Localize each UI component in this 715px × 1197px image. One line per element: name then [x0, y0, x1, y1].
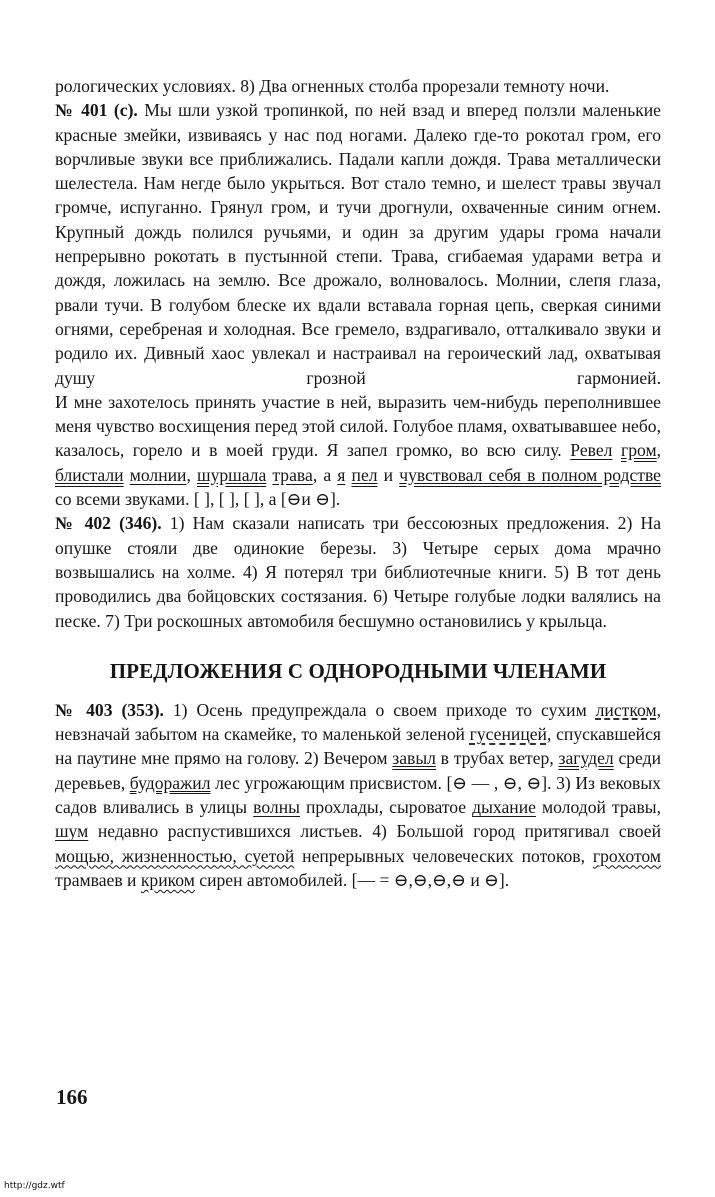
homogeneous-member: грохотом: [592, 845, 661, 866]
text-run: , спускавшейся на паутине мне прямо на голову. 2) Вечером: [55, 724, 661, 769]
scheme-text: со всеми звуками. [ ], [ ], [ ], а [⊖и ⊖].: [55, 489, 341, 510]
text-run: молодой травы,: [535, 797, 661, 818]
predicate-word: загудел: [558, 748, 614, 769]
exercise-text: Мы шли узкой тропинкой, по ней взад и вперед ползли маленькие красные змейки, извиваясь у нас под ногами. Далеко где-то рокотал гром, его ворчливые звуки все приближались. Падали капли дождя. Трава металлически шелестела. Нам негде было укрыться. Вот стало темно, и шелест травы звучал громче, испуганно. Грянул гром, и тучи дрогнули, охваченные синим огнем. Крупный дождь полился ручьями, и один за другим удары грома начали непрерывно рокотать в пустынной степи. Трава, сгибаемая ударами ветра и дождя, ложилась на землю. Все дрожало, волновалось. Молнии, слепя глаза, рвали тучи. В голубом блеске их вдали вставала горная цепь, сверкая синими огнями, серебреная и холодная. Все гремело, вздрагивало, отталкивало звуки и родило их. Дивный хаос увлекал и настраивал на героический лад, охватывая душу грозной гармонией.: [55, 100, 661, 388]
subject-word: трава: [272, 464, 313, 485]
text-run: 1) Осень предупреждала о своем приходе то сухим: [163, 699, 596, 720]
watermark-link[interactable]: http://gdz.wtf: [4, 1181, 65, 1191]
paragraph-continuation: рологических условиях. 8) Два огненных столба прорезали темноту ночи.: [55, 76, 610, 96]
homogeneous-member: гусеницей: [469, 724, 547, 745]
text-run: , невзначай забытом на скамейке, то маленькой зеленой: [55, 699, 661, 745]
section-heading: ПРЕДЛОЖЕНИЯ С ОДНОРОДНЫМИ ЧЛЕНАМИ: [109, 658, 607, 683]
homogeneous-member: листком: [595, 699, 657, 720]
homogeneous-member: мощью, жизненностью, суетой: [55, 845, 295, 866]
exercise-text: 1) Нам сказали написать три бессоюзных предложения. 2) На опушке стояли две одинокие березы. 3) Четыре серых дома мрачно возвышались на холме. 4) Я потерял три библиотечные книги. 5) В тот день проводились два бойцовских состязания. 6) Четыре голубые лодки валялись на песке. 7) Три роскошных автомобиля бесшумно остановились у крыльца.: [55, 513, 662, 631]
subject-word: дыхание: [472, 797, 536, 818]
subject-word: волны: [253, 797, 300, 818]
predicate-word: будоражил: [129, 772, 211, 793]
exercise-text: И мне захотелось принять участие в ней, выразить чем-нибудь переполнившее меня чувство восхищения перед этой силой. Голубое пламя, охватывавшее небо, казалось, горело и в моей груди. Я запел громко, во всю силу.: [55, 391, 661, 461]
predicate-word: пел: [351, 464, 378, 485]
text-run: непрерывных человеческих потоков,: [294, 845, 593, 866]
homogeneous-member: криком: [140, 869, 195, 890]
text-run: среди деревьев,: [55, 748, 662, 793]
exercise-number: № 401 (с).: [55, 100, 138, 121]
page-number: 166: [56, 1085, 88, 1109]
text-run: лес угрожающим присвистом. [⊖ — , ⊖, ⊖]. 3) Из вековых садов вливались в улицы: [55, 772, 661, 818]
predicate-word: шуршала: [197, 464, 267, 485]
predicate-word: чувствовал себя в полном родстве: [399, 464, 661, 485]
text-run: сирен автомобилей. [— = ⊖,⊖,⊖,⊖ и ⊖].: [194, 869, 510, 890]
text-run: трамваев и: [55, 869, 141, 890]
exercise-403: [55, 698, 661, 892]
exercise-402: [55, 511, 661, 632]
subject-word: я: [337, 464, 346, 485]
page-content: [55, 74, 661, 892]
exercise-401-part1: [55, 98, 661, 390]
subject-word: молнии: [129, 464, 187, 485]
exercise-401-part2: И мне захотелось принять участие в ней, выразить чем-нибудь переполнившее меня чувство восхищения перед этой силой. Голубое пламя, охватывавшее небо, казалось, горело и в моей груди. Я запел громко, во всю силу. Ревел гром, блистали молнии, шуршала трава, а я пел и чувствовал себя в полном родстве со всеми звуками. [ ], [ ], [ ], а [⊖и ⊖].: [55, 391, 661, 510]
exercise-number: № 403 (353).: [55, 699, 164, 720]
predicate-word: завыл: [392, 748, 436, 769]
predicate-word: блистали: [55, 464, 124, 485]
predicate-word: гром: [620, 440, 657, 461]
text-run: недавно распустившихся листьев. 4) Большой город притягивал своей: [88, 821, 661, 842]
text-run: прохлады, сыроватое: [299, 797, 473, 818]
subject-word: Ревел: [570, 440, 613, 461]
exercise-number: № 402 (346).: [55, 513, 162, 534]
text-run: в трубах ветер,: [435, 748, 559, 769]
subject-word: шум: [55, 821, 89, 842]
